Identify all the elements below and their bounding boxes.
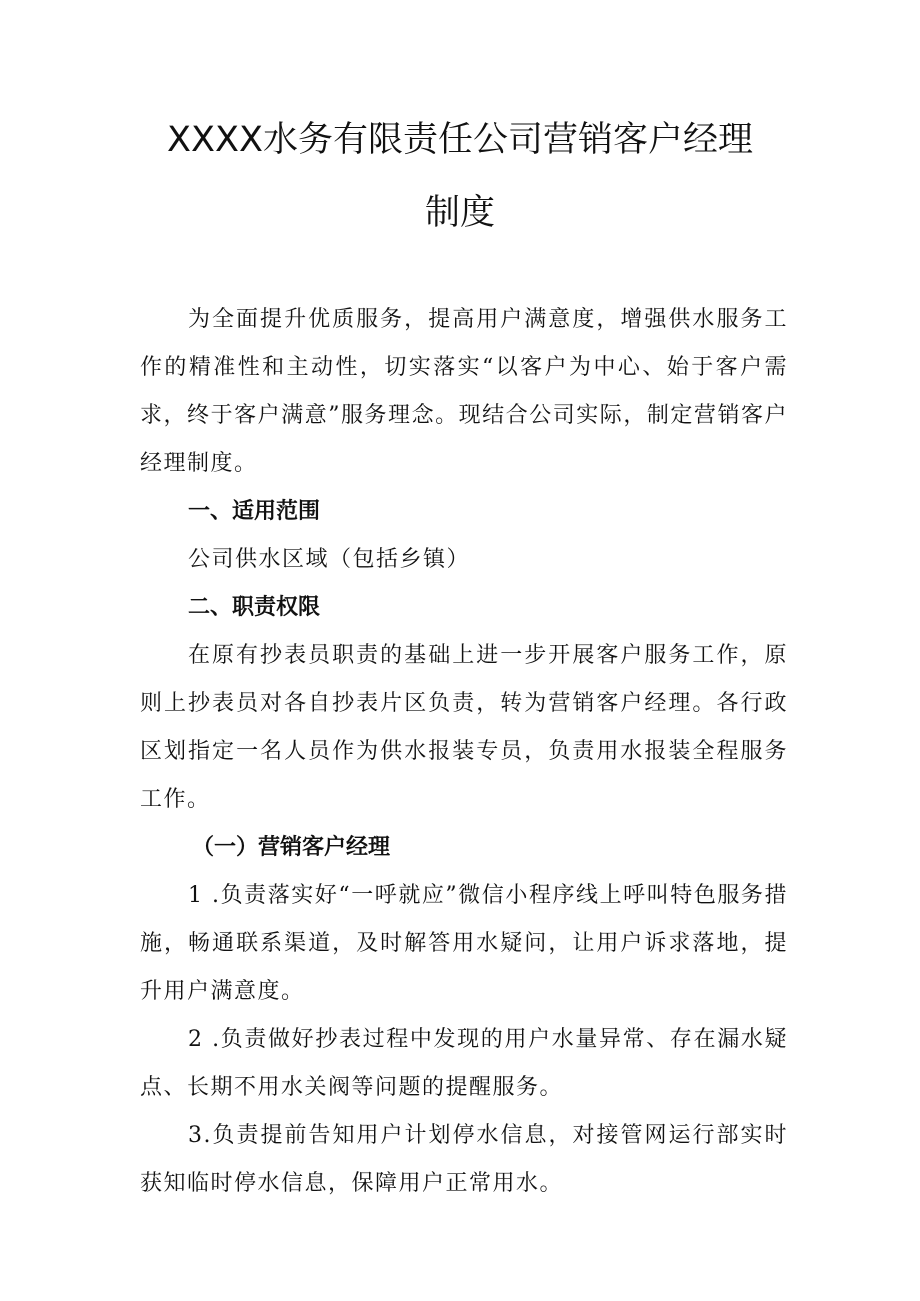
duty-item-2: 2 .负责做好抄表过程中发现的用户水量异常、存在漏水疑点、长期不用水关阀等问题的提醒服务。 — [140, 1027, 788, 1100]
section1-heading: 一、适用范围 — [188, 499, 321, 524]
duty-item-1: 1 .负责落实好“一呼就应”微信小程序线上呼叫特色服务措施，畅通联系渠道，及时解答用水疑问，让用户诉求落地，提升用户满意度。 — [140, 883, 788, 1004]
document-body — [140, 296, 788, 1208]
duty-item-3: 3.负责提前告知用户计划停水信息，对接管网运行部实时获知临时停水信息，保障用户正常用水。 — [140, 1123, 788, 1196]
subsection1-heading: （一）营销客户经理 — [192, 835, 391, 860]
intro-paragraph: 为全面提升优质服务，提高用户满意度，增强供水服务工作的精准性和主动性，切实落实“以客户为中心、始于客户需求，终于客户满意”服务理念。现结合公司实际，制定营销客户经理制度。 — [140, 307, 788, 476]
section1-text: 公司供水区域（包括乡镇） — [188, 547, 471, 572]
document-title-line1: XXXX水务有限责任公司营销客户经理 — [167, 120, 753, 160]
section2-heading: 二、职责权限 — [188, 595, 321, 620]
document-title-line2: 制度 — [424, 193, 495, 233]
section2-text: 在原有抄表员职责的基础上进一步开展客户服务工作，原则上抄表员对各自抄表片区负责，转为营销客户经理。各行政区划指定一名人员作为供水报装专员，负责用水报装全程服务工作。 — [140, 643, 788, 812]
